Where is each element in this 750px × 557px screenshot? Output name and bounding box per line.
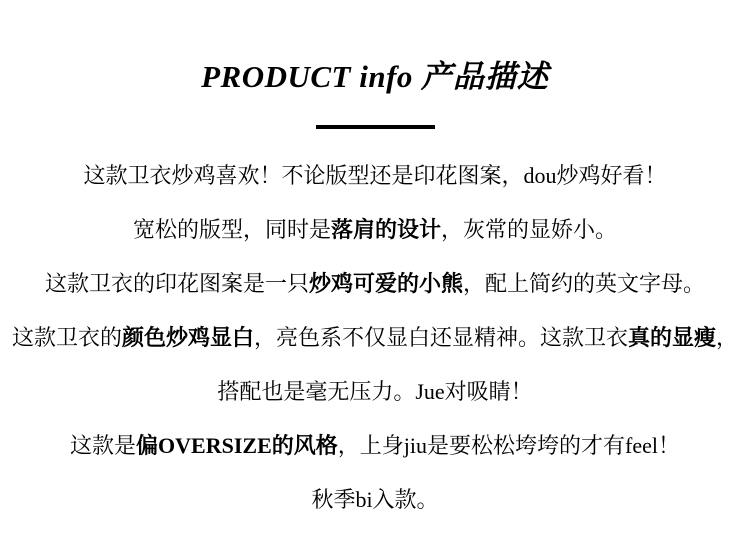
description-segment-bold: 真的显瘦	[628, 325, 717, 350]
title-divider	[316, 125, 435, 129]
description-segment-bold: 落肩的设计	[330, 217, 441, 242]
page-title-english: PRODUCT info	[201, 59, 413, 94]
section-header	[0, 0, 750, 129]
description-segment: 这款是	[70, 433, 137, 458]
description-segment-bold: 炒鸡可爱的小熊	[308, 271, 463, 296]
page-title-chinese: 产品描述	[420, 59, 549, 94]
description-line	[0, 203, 750, 257]
description-segment: 搭配也是毫无压力。Jue对吸睛！	[217, 379, 533, 404]
description-line	[0, 365, 750, 419]
description-segment: 这款卫衣炒鸡喜欢！不论版型还是印花图案，dou炒鸡好看！	[83, 163, 667, 188]
description-line	[0, 473, 750, 527]
description-segment: ，上身jiu是要松松垮垮的才有feel！	[337, 433, 680, 458]
description-segment: ，配上简约的英文字母。	[463, 271, 706, 296]
description-segment: 这款卫衣的	[11, 325, 122, 350]
description-segment: 秋季bi入款。	[311, 487, 439, 512]
description-line	[0, 419, 750, 473]
description-segment: ，亮色系不仅显白还显精神。这款卫衣	[253, 325, 628, 350]
description-line	[0, 149, 750, 203]
description-segment-bold: 偏OVERSIZE的风格	[136, 433, 338, 458]
description-segment: ，	[716, 325, 739, 350]
description-line	[0, 311, 750, 365]
description-segment: ，灰常的显娇小。	[441, 217, 618, 242]
description-segment: 这款卫衣的印花图案是一只	[44, 271, 309, 296]
description-segment: 宽松的版型，同时是	[132, 217, 331, 242]
page-title	[0, 58, 750, 96]
description-segment-bold: 颜色炒鸡显白	[121, 325, 254, 350]
description-text-block	[0, 149, 750, 527]
description-line	[0, 257, 750, 311]
